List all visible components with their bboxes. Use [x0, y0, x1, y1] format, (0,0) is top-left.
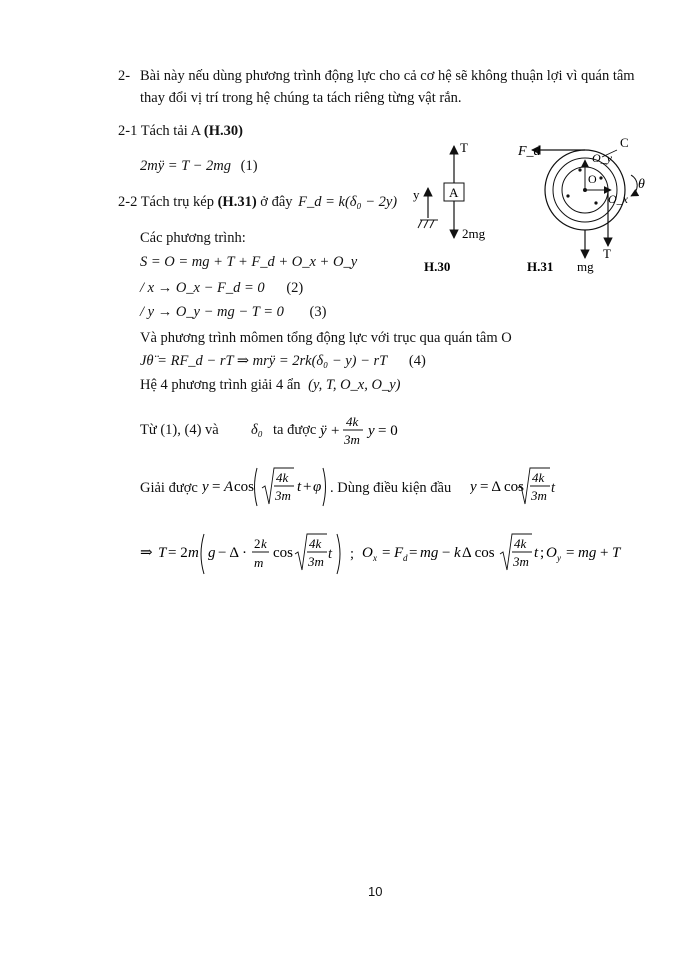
- figure-h30: [413, 140, 486, 274]
- svg-text:−: −: [442, 545, 451, 561]
- moment-sentence: Và phương trình mômen tổng động lực với trục qua quán tâm O: [140, 330, 512, 346]
- intro-line-2: thay đổi vị trí trong hệ chúng ta tách riêng từng vật rắn.: [140, 90, 462, 106]
- svg-text:cos: cos: [273, 545, 293, 561]
- item-number: 2-: [118, 68, 131, 84]
- svg-text:F: F: [394, 545, 404, 561]
- svg-text:;: ;: [540, 545, 545, 561]
- svg-text:+: +: [600, 545, 609, 561]
- heading-tail: ở đây: [256, 194, 297, 210]
- svg-text:4k: 4k: [309, 536, 322, 551]
- result-Ox: [362, 526, 552, 582]
- svg-text:ÿ: ÿ: [320, 423, 327, 439]
- vector-equation: S = O = mg + T + F_d + O_x + O_y: [140, 254, 358, 270]
- figures-h30-h31: [0, 0, 700, 300]
- label-Ox: O_x: [608, 192, 628, 206]
- t-variable: t: [551, 480, 556, 496]
- heading-text: 2-1 Tách tải A: [118, 123, 204, 139]
- rotation-arrow: [631, 175, 637, 196]
- svg-text:+: +: [303, 479, 312, 495]
- svg-text:y: y: [368, 423, 375, 439]
- svg-text:= 0: = 0: [378, 423, 398, 439]
- svg-text:x: x: [373, 553, 377, 563]
- svg-text:T: T: [612, 545, 621, 561]
- delta0: δ₀: [251, 422, 263, 438]
- caption-h31: H.31: [527, 259, 554, 274]
- svg-text:O: O: [546, 545, 557, 561]
- particular-solution: [470, 460, 550, 514]
- svg-text:cos: cos: [234, 479, 254, 495]
- svg-text:φ: φ: [313, 479, 322, 495]
- svg-text:3m: 3m: [513, 554, 529, 569]
- svg-text:=: =: [382, 545, 391, 561]
- system-text: Hệ 4 phương trình giải 4 ẩn: [140, 377, 301, 393]
- figure-h31: [517, 135, 645, 274]
- svg-text:− Δ ·: − Δ ·: [218, 545, 247, 561]
- equation-3: [140, 304, 326, 321]
- eq2-body: / x → O_x − F_d = 0: [140, 280, 265, 296]
- svg-text:g: g: [208, 545, 216, 561]
- svg-text:= 2: = 2: [168, 545, 188, 561]
- eq4-body: Jθ̈ = RF_d − rT ⇒ mrÿ = 2rk(δ₀ − y) − rT: [140, 353, 388, 369]
- svg-text:t: t: [297, 479, 302, 495]
- svg-text:=: =: [409, 545, 418, 561]
- svg-text:=: =: [212, 479, 221, 495]
- svg-text:k: k: [261, 536, 267, 551]
- label-Fd: F_d: [518, 144, 541, 159]
- svg-text:k: k: [454, 545, 461, 561]
- svg-text:y: y: [557, 553, 561, 563]
- eq1-number: (1): [240, 158, 258, 174]
- init-text: . Dùng điều kiện đầu: [330, 480, 452, 496]
- label-T: T: [603, 246, 611, 261]
- svg-text:y: y: [202, 479, 209, 495]
- t-variable: t: [328, 546, 333, 562]
- label-y: y: [413, 187, 420, 202]
- general-solution: [202, 460, 332, 514]
- svg-text:3m: 3m: [308, 554, 324, 569]
- eq4-number: (4): [408, 353, 426, 369]
- svg-text:Δ cos: Δ cos: [462, 545, 495, 561]
- result-Oy: [546, 526, 636, 582]
- label-2mg: 2mg: [462, 226, 486, 241]
- system-sentence: [140, 377, 400, 394]
- eq3-body: / y → O_y − mg − T = 0: [140, 304, 284, 320]
- label-A: A: [449, 185, 459, 200]
- heading-text: 2-2 Tách trụ kép: [118, 194, 218, 210]
- unknowns: (y, T, O_x, O_y): [308, 377, 401, 393]
- svg-text:d: d: [403, 553, 408, 563]
- equation-4: [140, 353, 426, 370]
- solve-text: Giải được: [140, 480, 198, 496]
- from-text: Từ (1), (4) và: [140, 422, 219, 438]
- svg-text:= Δ cos: = Δ cos: [480, 479, 524, 495]
- label-C: C: [620, 135, 629, 150]
- svg-text:4k: 4k: [346, 414, 359, 429]
- svg-text:T: T: [158, 545, 167, 561]
- equations-title: Các phương trình:: [140, 230, 246, 246]
- label-O: O: [588, 172, 597, 186]
- obtain-text: ta được: [273, 422, 317, 438]
- svg-text:=: =: [566, 545, 575, 561]
- eq2-number: (2): [286, 280, 304, 296]
- svg-text:2: 2: [254, 536, 261, 551]
- svg-text:3m: 3m: [344, 432, 360, 447]
- close-paren: [334, 526, 348, 582]
- svg-text:4k: 4k: [276, 470, 289, 485]
- page-number: 10: [368, 884, 383, 899]
- svg-text:O: O: [362, 545, 373, 561]
- svg-text:4k: 4k: [514, 536, 527, 551]
- svg-text:y: y: [470, 479, 477, 495]
- caption-h30: H.30: [424, 259, 451, 274]
- eq1-body: 2mÿ = T − 2mg: [140, 158, 232, 174]
- svg-text:⇒: ⇒: [140, 545, 153, 561]
- intro-line-1: Bài này nếu dùng phương trình động lực cho cả cơ hệ sẽ không thuận lợi vì quán tâm: [140, 68, 635, 84]
- svg-text:mg: mg: [578, 545, 597, 561]
- separator: ;: [350, 546, 355, 562]
- svg-text:m: m: [254, 555, 264, 570]
- svg-text:A: A: [224, 479, 234, 495]
- label-theta: θ: [638, 177, 645, 192]
- svg-text:m: m: [188, 545, 199, 561]
- result-T: [140, 526, 333, 582]
- eq3-number: (3): [309, 304, 327, 320]
- figure-ref-h30: (H.30): [203, 123, 243, 139]
- figure-ref-h31: (H.31): [217, 194, 257, 210]
- fd-definition: F_d = k(δ₀ − 2y): [298, 194, 398, 210]
- label-T: T: [460, 140, 468, 155]
- svg-text:3m: 3m: [531, 488, 547, 503]
- svg-text:4k: 4k: [532, 470, 545, 485]
- svg-text:t: t: [534, 545, 539, 561]
- ode-formula: [318, 408, 408, 452]
- label-Oy: O_y: [592, 151, 612, 165]
- label-mg: mg: [577, 259, 594, 274]
- svg-text:+: +: [331, 423, 340, 439]
- svg-text:mg: mg: [420, 545, 439, 561]
- svg-text:3m: 3m: [275, 488, 291, 503]
